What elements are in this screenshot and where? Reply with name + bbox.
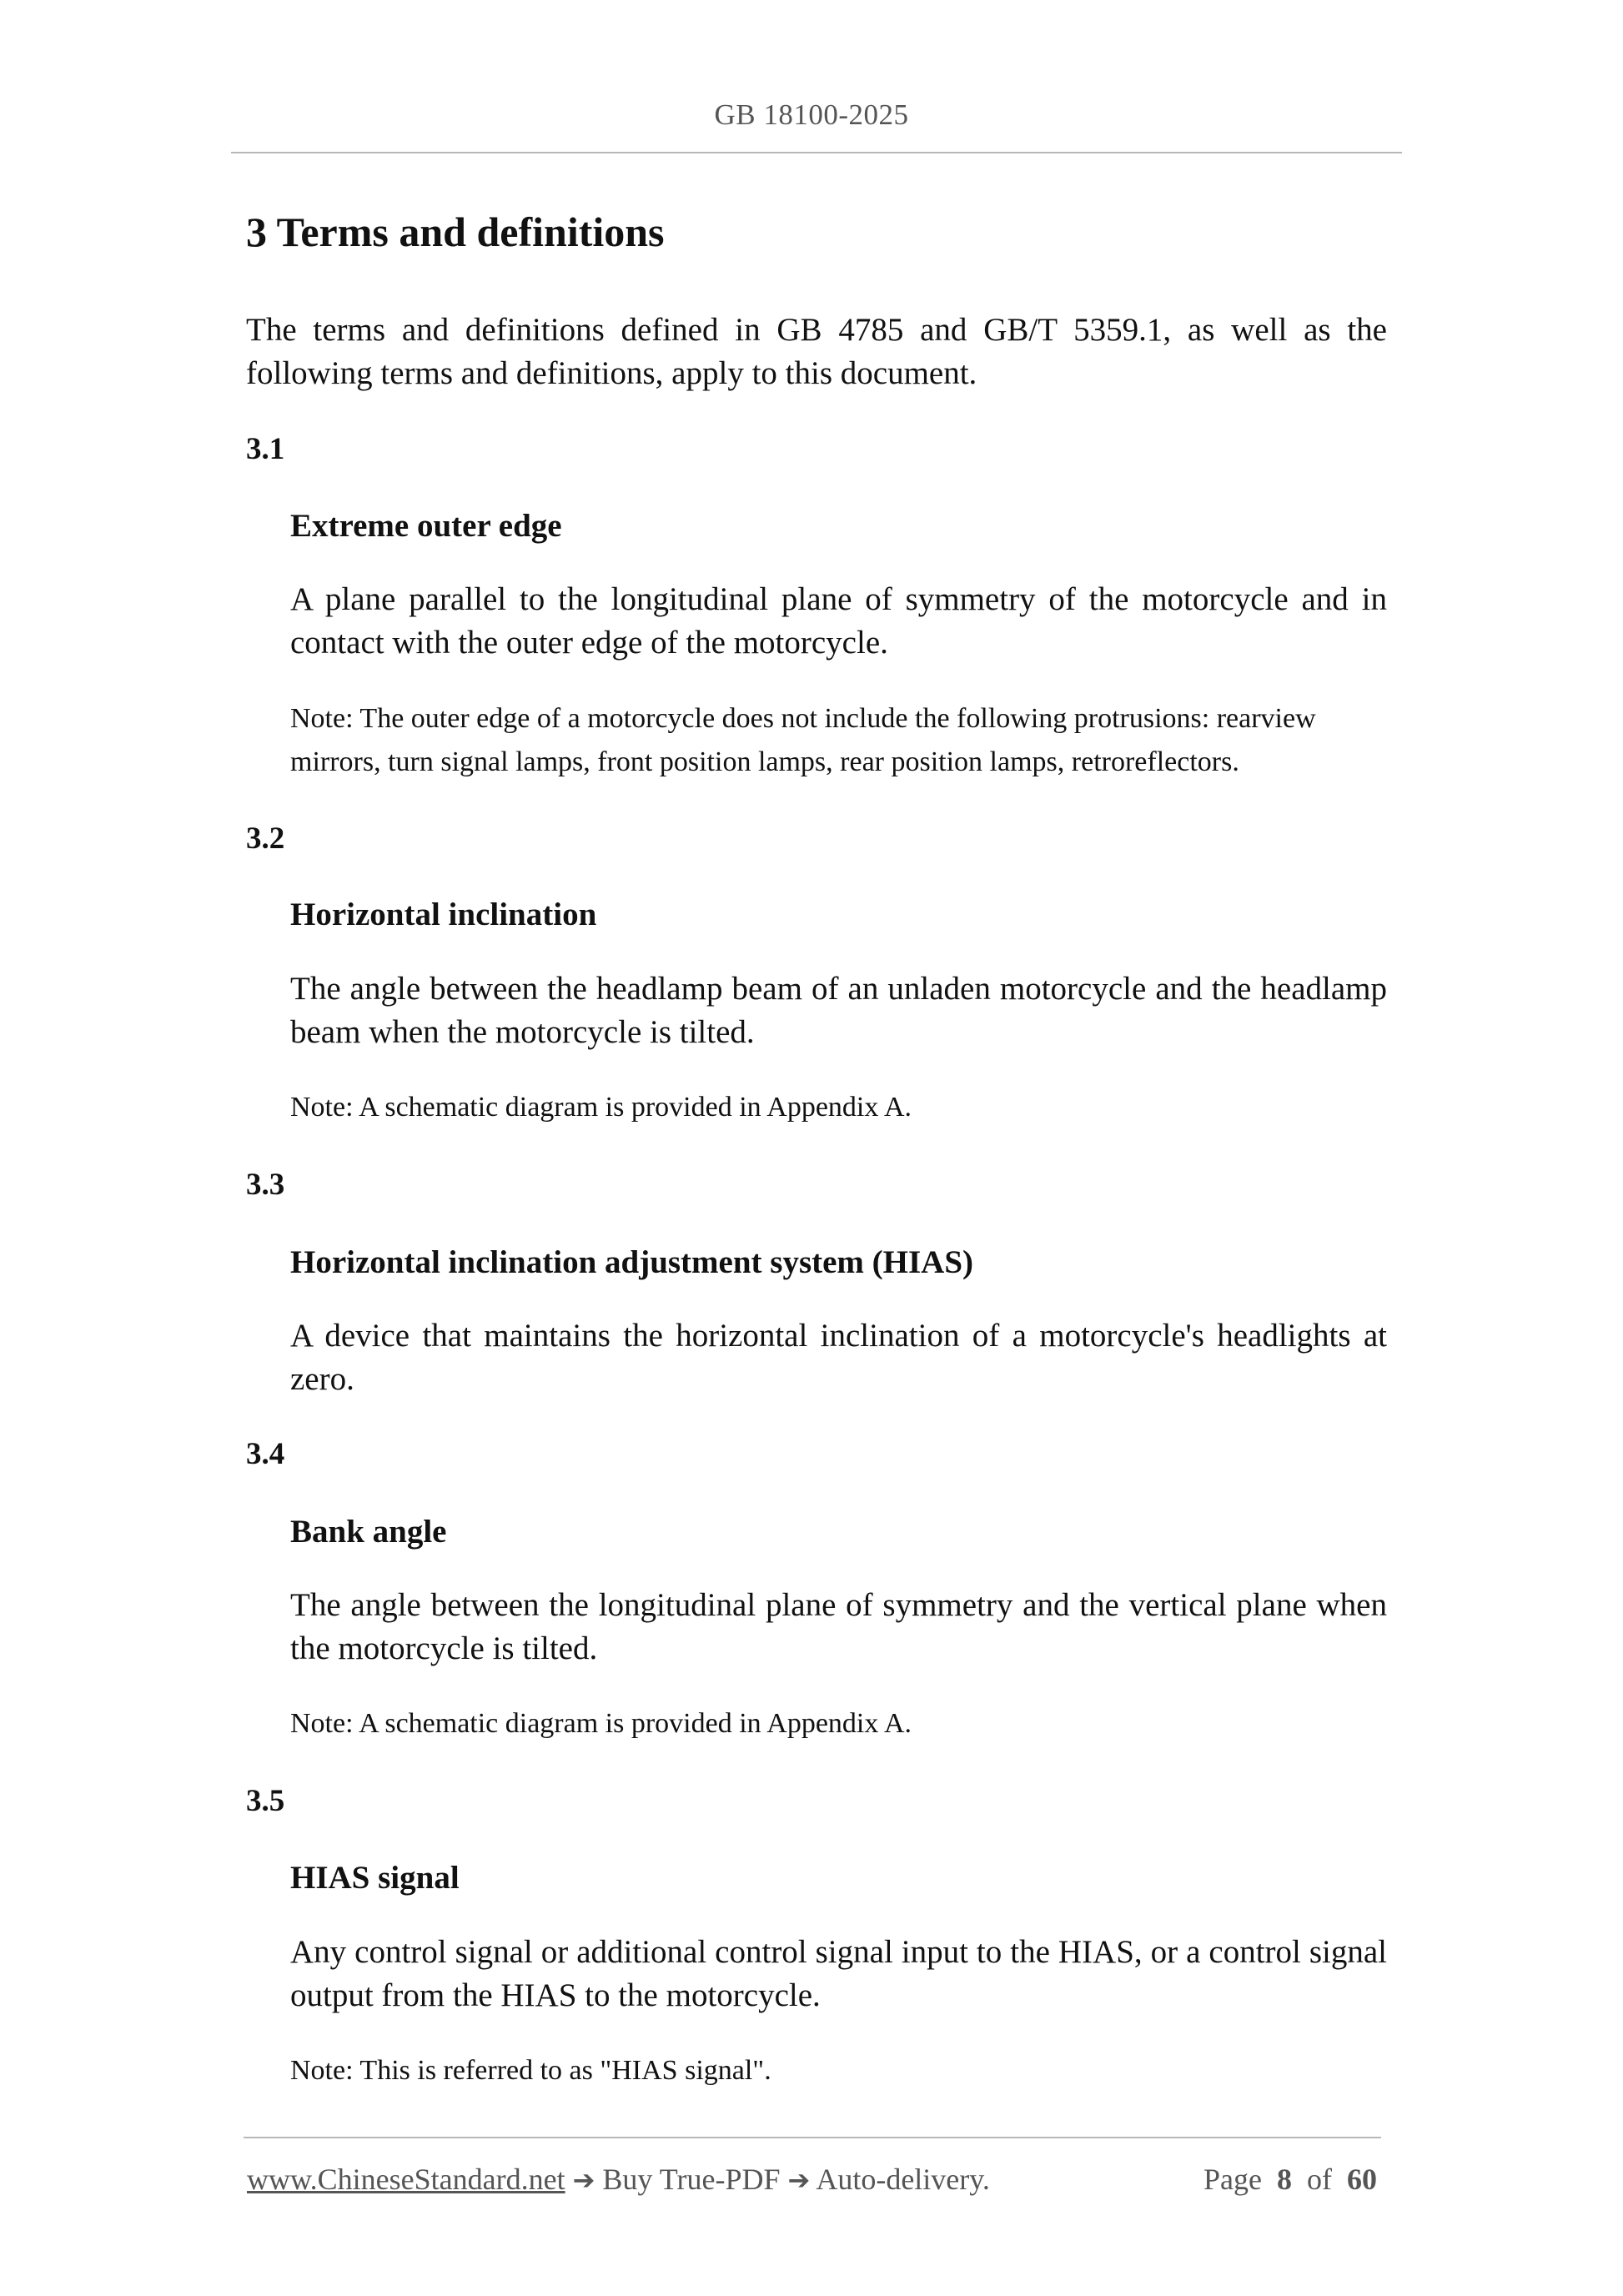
buy-pdf-text: Buy True-PDF bbox=[602, 2163, 781, 2196]
term-number: 3.3 bbox=[246, 1168, 285, 1202]
site-link[interactable]: www.ChineseStandard.net bbox=[247, 2163, 565, 2196]
page-indicator bbox=[1203, 2162, 1377, 2197]
term-definition: The angle between the longitudinal plane of symmetry and the vertical plane when the motorcycle is tilted. bbox=[290, 1587, 1387, 1666]
page-header: GB 18100-2025 bbox=[714, 98, 909, 131]
term-number: 3.4 bbox=[246, 1437, 285, 1471]
term-name: HIAS signal bbox=[290, 1860, 460, 1896]
term-name: Horizontal inclination bbox=[290, 897, 597, 932]
page-total: 60 bbox=[1347, 2163, 1377, 2196]
term-number: 3.2 bbox=[246, 821, 285, 856]
page-current: 8 bbox=[1277, 2163, 1292, 2196]
section-intro: The terms and definitions defined in GB 4785 and GB/T 5359.1, as well as the following terms and definitions, apply to this document. bbox=[246, 312, 1387, 391]
page-of: of bbox=[1307, 2163, 1332, 2196]
term-note: Note: The outer edge of a motorcycle does not include the following protrusions: rearview mirrors, turn signal lamps, front position lamps, rear position lamps, retroreflectors. bbox=[290, 703, 1316, 777]
footer-promo bbox=[247, 2162, 990, 2197]
term-number: 3.1 bbox=[246, 432, 285, 466]
page-label: Page bbox=[1203, 2163, 1262, 2196]
term-note: Note: A schematic diagram is provided in Appendix A. bbox=[290, 1708, 912, 1739]
term-name: Bank angle bbox=[290, 1514, 447, 1550]
footer-divider bbox=[244, 2137, 1381, 2138]
term-note: Note: This is referred to as "HIAS signal". bbox=[290, 2055, 771, 2086]
term-number: 3.5 bbox=[246, 1784, 285, 1818]
term-definition: The angle between the headlamp beam of an unladen motorcycle and the headlamp beam when the motorcycle is tilted. bbox=[290, 971, 1387, 1050]
term-definition: A device that maintains the horizontal inclination of a motorcycle's headlights at zero. bbox=[290, 1318, 1387, 1397]
arrow-right-icon: ➔ bbox=[787, 2164, 811, 2196]
arrow-right-icon: ➔ bbox=[572, 2164, 595, 2196]
header-divider bbox=[231, 152, 1402, 153]
section-title: 3 Terms and definitions bbox=[246, 208, 665, 255]
term-note: Note: A schematic diagram is provided in Appendix A. bbox=[290, 1092, 912, 1123]
term-definition: A plane parallel to the longitudinal plane of symmetry of the motorcycle and in contact with the outer edge of the motorcycle. bbox=[290, 581, 1387, 661]
term-name: Horizontal inclination adjustment system (HIAS) bbox=[290, 1244, 973, 1280]
term-definition: Any control signal or additional control signal input to the HIAS, or a control signal output from the HIAS to the motorcycle. bbox=[290, 1934, 1387, 2013]
delivery-text: Auto-delivery. bbox=[816, 2163, 990, 2196]
term-name: Extreme outer edge bbox=[290, 508, 562, 544]
